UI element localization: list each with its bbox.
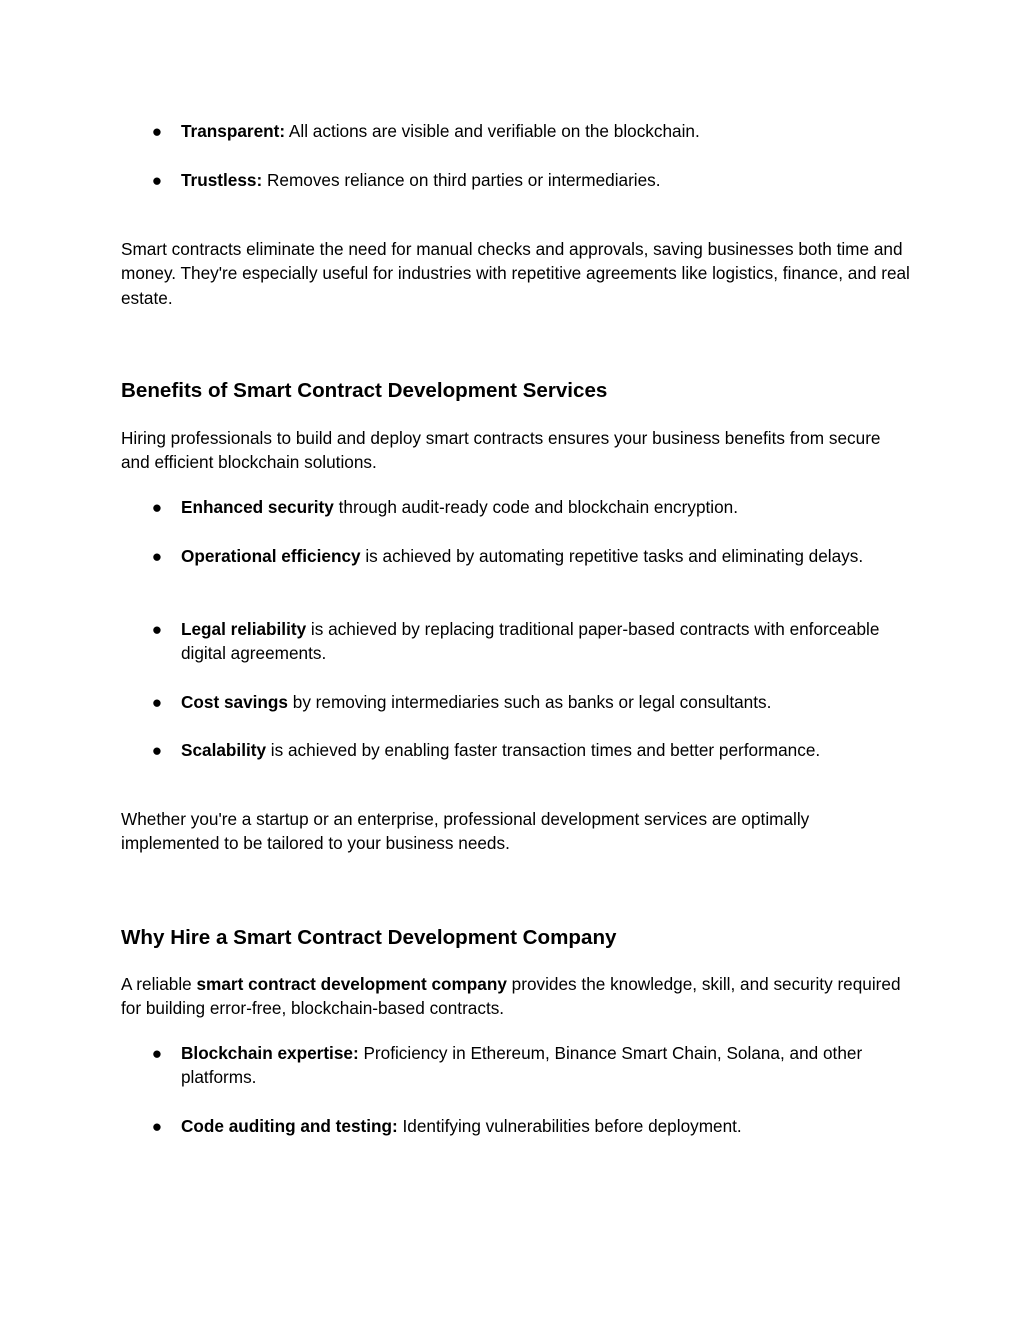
bullet-icon: ● (151, 1116, 163, 1136)
list-item-lead: Legal reliability (181, 619, 307, 639)
list-item-text: Removes reliance on third parties or intermediaries. (262, 170, 661, 190)
list-item-text: Proficiency in Ethereum, Binance Smart Chain, Solana, and other platforms. (181, 1043, 863, 1088)
section-outro-benefits: Whether you're a startup or an enterprise, professional development services are optimally implemented to be tailored to your business needs. (121, 809, 810, 854)
section-heading-why-hire: Why Hire a Smart Contract Development Company (121, 926, 617, 949)
section-heading-benefits: Benefits of Smart Contract Development Services (121, 379, 608, 402)
list-item-lead: Trustless: (181, 170, 263, 190)
list-item-lead: Operational efficiency (181, 546, 361, 566)
list-item-lead: Transparent: (181, 121, 286, 141)
body-paragraph: Smart contracts eliminate the need for manual checks and approvals, saving businesses both time and money. They're especially useful for industries with repetitive agreements like logistics, finance, and real estate. (121, 239, 910, 308)
list-item-lead: Blockchain expertise: (181, 1043, 359, 1063)
list-item-lead: Enhanced security (181, 497, 334, 517)
list-item-lead: Scalability (181, 740, 267, 760)
list-item-text: Identifying vulnerabilities before deployment. (397, 1116, 742, 1136)
list-item-lead: Code auditing and testing: (181, 1116, 398, 1136)
bullet-icon: ● (151, 619, 163, 639)
list-item-text: by removing intermediaries such as banks or legal consultants. (287, 692, 772, 712)
bullet-icon: ● (151, 692, 163, 712)
bullet-icon: ● (151, 497, 163, 517)
list-item-lead: Cost savings (181, 692, 288, 712)
section-intro-why-hire: A reliable smart contract development company provides the knowledge, skill, and security required for building error-free, blockchain-based contracts. (121, 974, 901, 1019)
list-item-text: is achieved by enabling faster transaction times and better performance. (266, 740, 821, 760)
bullet-icon: ● (151, 740, 163, 760)
list-item-text: is achieved by automating repetitive tasks and eliminating delays. (360, 546, 864, 566)
section-intro-benefits: Hiring professionals to build and deploy smart contracts ensures your business benefits from secure and efficient blockchain solutions. (121, 428, 881, 473)
list-item-text: is achieved by replacing traditional paper-based contracts with enforceable digital agreements. (181, 619, 880, 664)
bullet-icon: ● (151, 121, 163, 141)
bullet-icon: ● (151, 546, 163, 566)
list-item-text: through audit-ready code and blockchain encryption. (333, 497, 739, 517)
bullet-icon: ● (151, 1043, 163, 1063)
list-item-text: All actions are visible and verifiable on the blockchain. (285, 121, 700, 141)
bullet-icon: ● (151, 170, 163, 190)
intro-emphasis: smart contract development company (196, 974, 507, 994)
